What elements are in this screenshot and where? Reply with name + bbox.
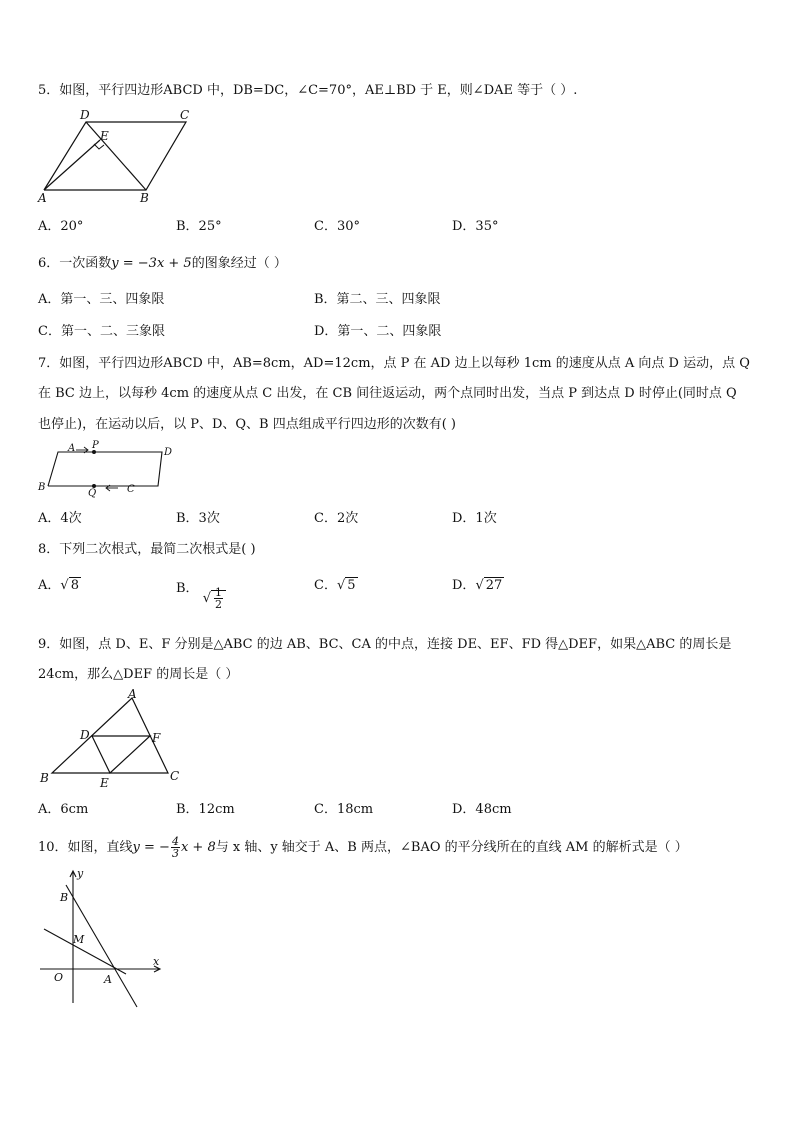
- q7-line-1: 7．如图，平行四边形ABCD 中，AB=8cm，AD=12cm，点 P 在 AD 边上以每秒 1cm 的速度从点 A 向点 D 运动，点 Q: [38, 356, 750, 371]
- q6-option-b[interactable]: B．第二、三、四象限: [314, 292, 441, 307]
- q5-stem: 5．如图，平行四边形ABCD 中，DB=DC，∠C=70°，AE⊥BD 于 E，则∠DAE 等于（ ）.: [38, 83, 578, 98]
- q9-triangle-def: [92, 736, 150, 773]
- q5-label-c: C: [180, 108, 190, 122]
- q9-option-a[interactable]: A．6cm: [38, 802, 89, 817]
- q6-option-c[interactable]: C．第一、二、三象限: [38, 324, 165, 339]
- q10-figure: [36, 865, 176, 1010]
- q7-label-q: Q: [88, 488, 97, 499]
- q9-line-1: 9．如图，点 D、E、F 分别是△ABC 的边 AB、BC、CA 的中点，连接 DE、EF、FD 得△DEF，如果△ABC 的周长是: [38, 637, 732, 652]
- q10-formula: y = − $\frac{4}{3}$ x + 8: [132, 835, 216, 860]
- q7-parallelogram: [48, 452, 162, 486]
- q7-option-b[interactable]: B．3次: [176, 511, 220, 526]
- q10-label-m: M: [73, 933, 85, 946]
- q9-label-b: B: [40, 771, 49, 785]
- q10-label-o: O: [54, 971, 64, 984]
- q9-option-b[interactable]: B．12cm: [176, 802, 235, 817]
- q8-stem: 8．下列二次根式，最简二次根式是( ): [38, 542, 256, 557]
- q8-option-d[interactable]: D．√ 27: [452, 578, 503, 593]
- q5-label-b: B: [140, 191, 149, 205]
- q5-label-d: D: [80, 108, 90, 122]
- q6-option-a[interactable]: A．第一、三、四象限: [38, 292, 165, 307]
- q5-option-a[interactable]: A．20°: [38, 219, 84, 234]
- q5-label-a: A: [38, 191, 47, 205]
- q7-line-3: 也停止)，在运动以后，以 P、D、Q、B 四点组成平行四边形的次数有( ): [38, 417, 456, 432]
- q9-label-d: D: [80, 728, 90, 742]
- q7-label-b: B: [38, 482, 46, 493]
- q6-formula: y = −3x + 5: [111, 256, 192, 271]
- q10-label-y: y: [77, 867, 84, 880]
- q8-sqrt-d: √ 27: [475, 578, 503, 593]
- q9-label-e: E: [100, 776, 109, 790]
- q5-figure: [38, 110, 228, 205]
- q5-diagonal-bd: [86, 122, 146, 190]
- q10-line-ab: [66, 885, 137, 1007]
- q6-stem: [38, 255, 287, 273]
- q10-label-b: B: [60, 891, 69, 904]
- q5-label-e: E: [100, 129, 109, 143]
- q10-stem: 10．如图，直线y = − $\frac{4}{3}$ x + 8与 x 轴、y 轴交于 A、B 两点，∠BAO 的平分线所在的直线 AM 的解析式是（ ）: [38, 835, 688, 860]
- q5-segment-ae: [44, 140, 100, 190]
- q7-label-a: A: [68, 443, 76, 454]
- q6-prefix: 6．一次函数: [38, 256, 112, 271]
- q7-label-c: C: [127, 484, 135, 495]
- q7-option-c[interactable]: C．2次: [314, 511, 359, 526]
- q8-option-b[interactable]: B． √ $\frac{1}{2}$: [176, 577, 226, 600]
- q5-parallelogram: [44, 122, 186, 190]
- q10-label-x: x: [153, 955, 160, 968]
- q6-option-d[interactable]: D．第一、二、四象限: [314, 324, 442, 339]
- q9-label-a: A: [128, 687, 137, 701]
- q9-label-f: F: [152, 731, 161, 745]
- q9-figure: [38, 687, 188, 790]
- q8-sqrt-c: √ 5: [336, 578, 356, 593]
- q7-label-p: P: [92, 440, 99, 451]
- q5-option-d[interactable]: D．35°: [452, 219, 499, 234]
- q10-line-am: [44, 929, 126, 974]
- q9-line-2: 24cm，那么△DEF 的周长是（ ）: [38, 667, 239, 682]
- q9-label-c: C: [170, 769, 180, 783]
- q7-option-d[interactable]: D．1次: [452, 511, 497, 526]
- q9-option-d[interactable]: D．48cm: [452, 802, 512, 817]
- q7-line-2: 在 BC 边上，以每秒 4cm 的速度从点 C 出发，在 CB 间往返运动，两个点同时出发，当点 P 到达点 D 时停止(同时点 Q: [38, 386, 737, 401]
- q8-sqrt-a: √ 8: [60, 578, 79, 593]
- q7-option-a[interactable]: A．4次: [38, 511, 82, 526]
- q8-option-c[interactable]: C．√ 5: [314, 578, 356, 593]
- q10-label-a: A: [104, 973, 112, 986]
- q9-option-c[interactable]: C．18cm: [314, 802, 374, 817]
- q6-suffix: 的图象经过（ ）: [191, 256, 287, 271]
- q8-option-a[interactable]: A．√ 8: [38, 578, 79, 593]
- q5-option-b[interactable]: B．25°: [176, 219, 222, 234]
- q8-sqrt-b: √ $\frac{1}{2}$: [203, 587, 226, 610]
- q7-figure: [38, 440, 188, 500]
- q7-label-d: D: [164, 447, 173, 458]
- q5-option-c[interactable]: C．30°: [314, 219, 360, 234]
